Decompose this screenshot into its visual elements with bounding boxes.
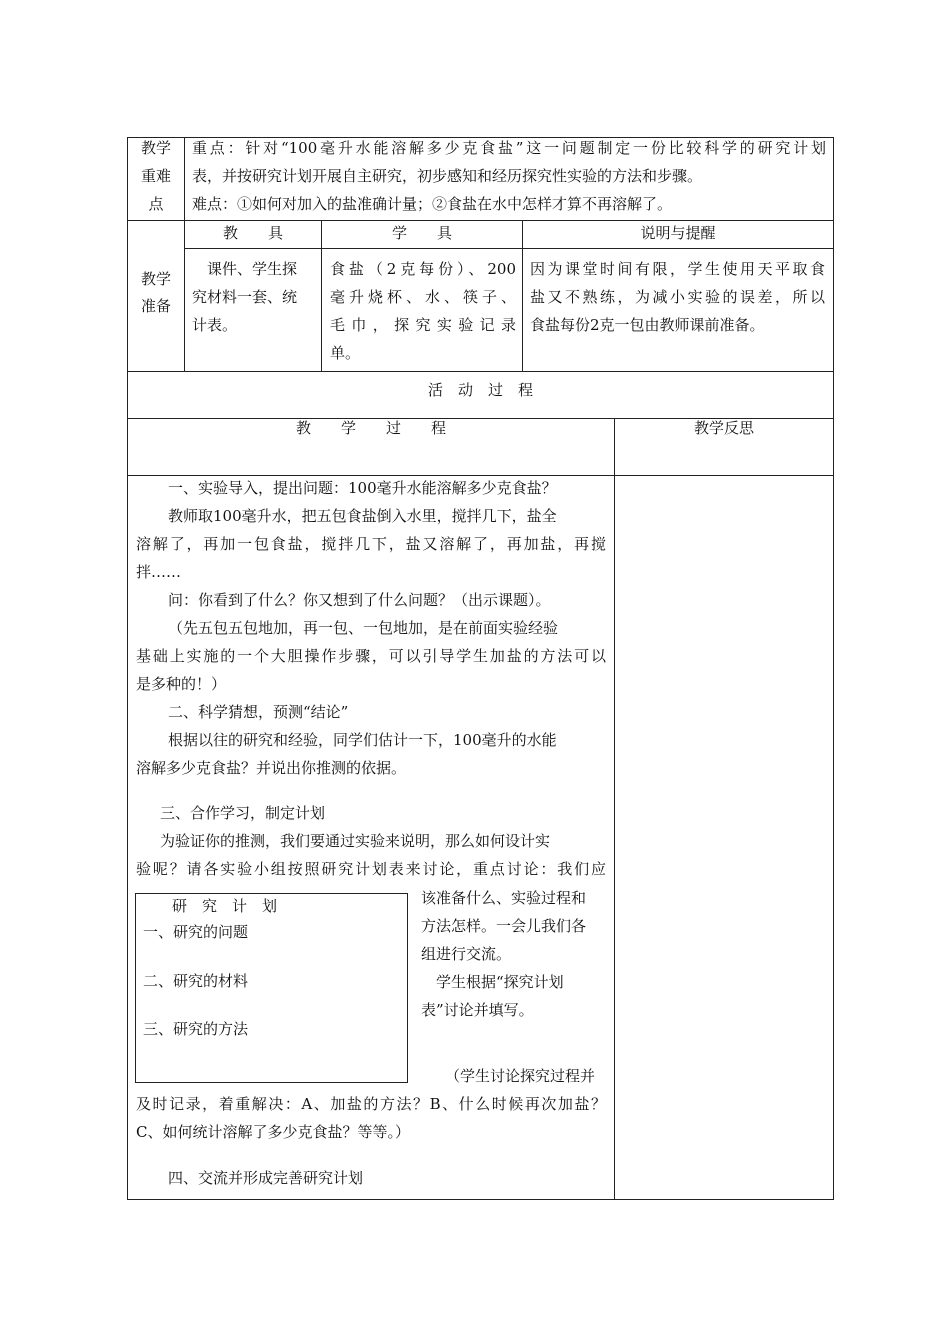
paragraph-line: 溶解了，再加一包食盐，搅拌几下，盐又溶解了，再加盐，再搅 xyxy=(136,535,606,553)
table-rule xyxy=(184,137,185,372)
reflection-header: 教学反思 xyxy=(693,419,754,437)
section-heading-1: 一、实验导入，提出问题：100毫升水能溶解多少克食盐？ xyxy=(168,479,557,497)
table-rule xyxy=(127,371,834,372)
paragraph-line: C、如何统计溶解了多少克食盐？等等。） xyxy=(136,1123,410,1141)
cell-line: 究材料一套、统 xyxy=(192,288,298,306)
plan-item-question: 一、研究的问题 xyxy=(143,923,249,941)
cell-line: 单。 xyxy=(330,344,361,362)
plan-title: 研 究 计 划 xyxy=(172,897,278,915)
header-student-aids: 学 具 xyxy=(391,224,452,242)
cell-line: 课件、学生探 xyxy=(192,260,298,278)
cell-line: 因为课堂时间有限，学生使用天平取食 xyxy=(530,260,825,278)
cell-line: 盐又不熟练，为减小实验的误差，所以 xyxy=(530,288,825,306)
table-rule xyxy=(184,248,834,249)
label-line: 教学 xyxy=(140,270,171,288)
cell-line: 食盐每份2克一包由教师课前准备。 xyxy=(530,316,765,334)
side-line: 学生根据“探究计划 xyxy=(421,973,564,991)
label-line: 点 xyxy=(148,195,164,213)
section-heading-2: 二、科学猜想，预测“结论” xyxy=(168,703,349,721)
header-teaching-aids: 教 具 xyxy=(222,224,283,242)
side-line: 组进行交流。 xyxy=(421,945,512,963)
label-line: 重难 xyxy=(140,167,171,185)
plan-item-methods: 三、研究的方法 xyxy=(143,1020,249,1038)
side-line: 方法怎样。一会儿我们各 xyxy=(421,917,587,935)
section-heading-4: 四、交流并形成完善研究计划 xyxy=(168,1169,364,1187)
research-plan-box xyxy=(135,893,408,1083)
cell-line: 计表。 xyxy=(192,316,238,334)
cell-line: 毫升烧杯、水、筷子、 xyxy=(330,288,516,306)
header-notes: 说明与提醒 xyxy=(640,224,716,242)
plan-item-materials: 二、研究的材料 xyxy=(143,972,249,990)
cell-line: 食盐（2克每份）、200 xyxy=(330,260,516,278)
paragraph-line: 溶解多少克食盐？并说出你推测的依据。 xyxy=(136,759,407,777)
side-line: 表”讨论并填写。 xyxy=(421,1001,534,1019)
process-header: 教 学 过 程 xyxy=(295,419,446,437)
reflection-body xyxy=(615,476,833,1198)
label-line: 准备 xyxy=(140,297,171,315)
paragraph-line: 验呢？请各实验小组按照研究计划表来讨论，重点讨论：我们应 xyxy=(136,860,606,878)
paragraph-line: （学生讨论探究过程并 xyxy=(445,1067,596,1085)
label-line: 教学 xyxy=(140,139,171,157)
paragraph-line: 为验证你的推测，我们要通过实验来说明，那么如何设计实 xyxy=(160,832,551,850)
content-line: 重点：针对“100毫升水能溶解多少克食盐”这一问题制定一份比较科学的研究计划 xyxy=(192,139,826,157)
section-heading-3: 三、合作学习，制定计划 xyxy=(160,804,326,822)
paragraph-line: （先五包五包地加，再一包、一包地加，是在前面实验经验 xyxy=(168,619,559,637)
content-line: 难点：①如何对加入的盐准确计量；②食盐在水中怎样才算不再溶解了。 xyxy=(192,195,673,213)
table-rule xyxy=(127,1199,834,1200)
paragraph-line: 教师取100毫升水，把五包食盐倒入水里，搅拌几下，盐全 xyxy=(168,507,557,525)
cell-line: 毛巾，探究实验记录 xyxy=(330,316,516,334)
paragraph-line: 基础上实施的一个大胆操作步骤，可以引导学生加盐的方法可以 xyxy=(136,647,606,665)
activity-title: 活 动 过 程 xyxy=(427,381,533,399)
paragraph-line: 及时记录，着重解决：A、加盐的方法？B、什么时候再次加盐？ xyxy=(136,1095,606,1113)
paragraph-line: 问：你看到了什么？你又想到了什么问题？（出示课题）。 xyxy=(168,591,551,609)
table-rule xyxy=(833,137,834,1200)
paragraph-line: 是多种的！） xyxy=(136,675,227,693)
paragraph-line: 根据以往的研究和经验，同学们估计一下，100毫升的水能 xyxy=(168,731,557,749)
paragraph-line: 拌…… xyxy=(136,563,182,581)
side-line: 该准备什么、实验过程和 xyxy=(421,889,587,907)
content-line: 表，并按研究计划开展自主研究，初步感知和经历探究性实验的方法和步骤。 xyxy=(192,167,703,185)
